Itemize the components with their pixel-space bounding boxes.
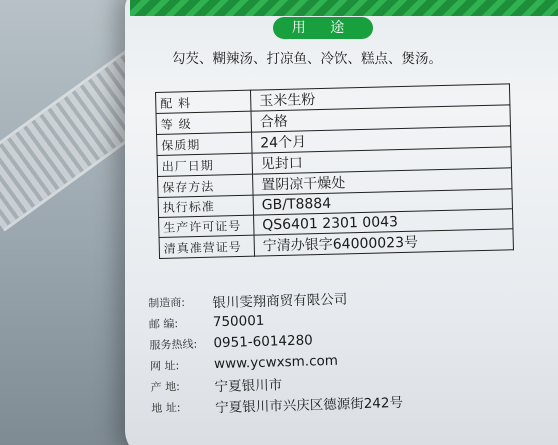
spec-value: 宁清办银字64000023号 [254, 229, 513, 256]
spec-key: 生产许可证号 [159, 215, 254, 237]
spec-value: 置阴凉干燥处 [253, 168, 512, 195]
spec-value: 玉米生粉 [250, 84, 509, 111]
manufacturer-info [148, 285, 403, 418]
spec-key: 清真准营证号 [159, 235, 254, 258]
info-value: 宁夏银川市 [214, 376, 283, 395]
info-label: 产 地: [150, 379, 181, 394]
spec-value: QS6401 2301 0043 [254, 209, 513, 235]
spec-key: 执行标准 [158, 195, 253, 217]
spec-key: 出厂日期 [157, 153, 252, 176]
spec-key: 保存方法 [158, 174, 253, 197]
info-value: 0951-6014280 [213, 331, 313, 351]
spec-table [155, 83, 514, 259]
info-label: 邮 编: [148, 316, 179, 331]
spec-value: 见封口 [252, 147, 511, 174]
info-label: 制造商: [148, 295, 186, 310]
info-value: 银川雯翔商贸有限公司 [212, 290, 348, 311]
info-value: www.ycwxsm.com [213, 352, 339, 372]
spec-value: 24个月 [252, 126, 511, 153]
bag-green-band [130, 0, 558, 16]
usage-line: 勾芡、糊辣汤、打凉鱼、冷饮、糕点、煲汤。 [172, 51, 442, 67]
info-label: 服务热线: [149, 337, 198, 352]
spec-value: GB/T8884 [253, 189, 512, 215]
info-value: 宁夏银川市兴庆区德源街242号 [215, 394, 404, 416]
info-value: 750001 [212, 312, 265, 330]
spec-value: 合格 [251, 105, 510, 132]
info-label: 网 址: [149, 358, 180, 373]
usage-title: 用 途 [273, 17, 373, 39]
spec-key: 等 级 [156, 111, 251, 134]
spec-key: 保质期 [157, 132, 252, 155]
info-label: 地 址: [151, 400, 181, 415]
spec-key: 配 料 [156, 90, 251, 113]
